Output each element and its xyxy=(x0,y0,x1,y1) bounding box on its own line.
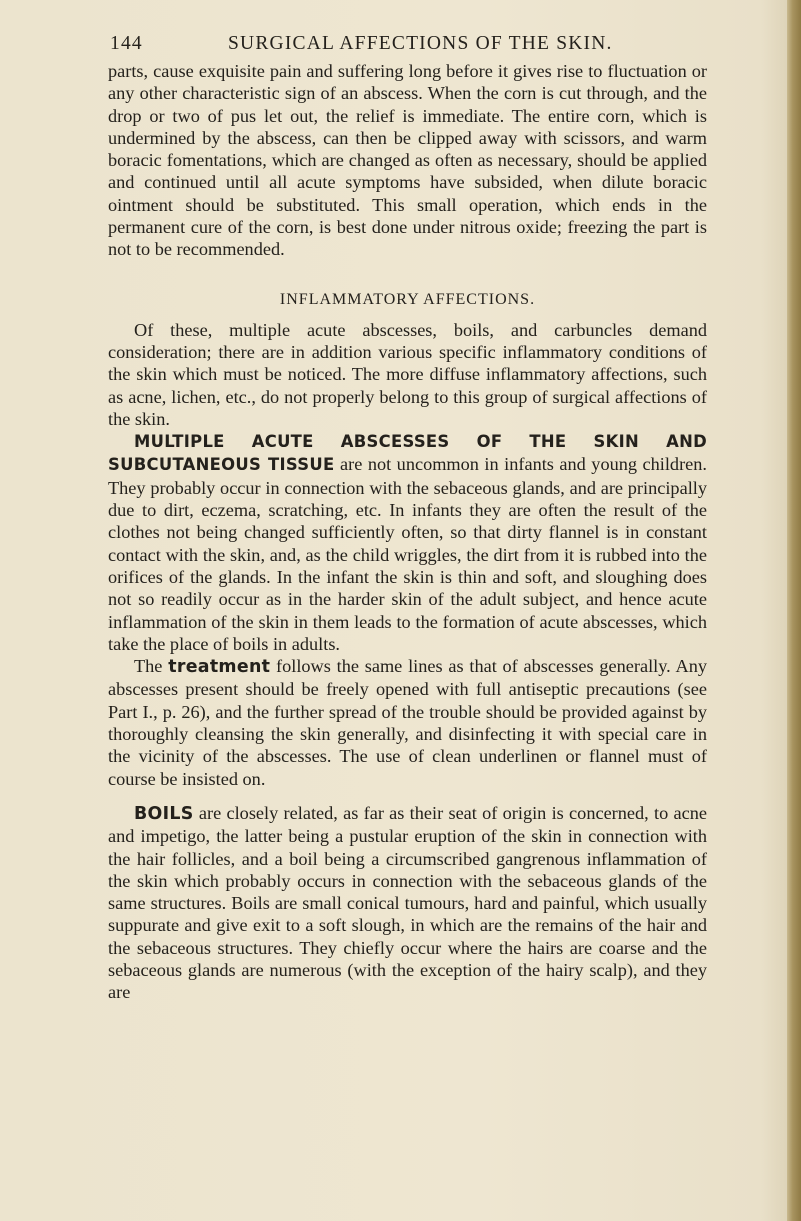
paragraph-boils-text: are closely related, as far as their seat of origin is concerned, to acne and impetigo, the latter being a pustular eruption of the skin in connection with the hair follicles, and a boil being a circumscribed gangrenous inflammation of the skin which probably occurs in connection with the sebaceous glands of the same structures. Boils are small conical tumours, hard and painful, which usually suppurate and give exit to a soft slough, in which are the remains of the hair and the sebaceous structures. They chiefly occur where the hairs are coarse and the sebaceous glands are numerous (with the exception of the hairy scalp), and they are xyxy=(108,802,707,1003)
section-heading: INFLAMMATORY AFFECTIONS. xyxy=(279,290,536,308)
term-treatment: treatment xyxy=(168,657,271,678)
paragraph-multiple-abscesses xyxy=(108,430,707,655)
term-boils: BOILS xyxy=(134,803,194,824)
paragraph-continuation: parts, cause exquisite pain and suffering long before it gives rise to fluctuation or any other characteristic sign of an abscess. When the corn is cut through, and the drop or two of pus let out, the relief is immediate. The entire corn, which is undermined by the abscess, can then be clipped away with scissors, and warm boracic fomentations, which are changed as often as necessary, should be applied and continued until all acute symptoms have subsided, when dilute boracic ointment should be substituted. This small operation, which ends in the permanent cure of the corn, is best done under nitrous oxide; freezing the part is not to be recommended. xyxy=(108,61,707,260)
paragraph-treatment xyxy=(108,655,707,790)
paragraph-multiple-abscesses-text: are not uncommon in infants and young children. They probably occur in connection with the sebaceous glands, and are principally due to dirt, eczema, scratching, etc. In infants they are often the result of the clothes not being changed sufficiently often, so that dirty flannel is in constant contact with the skin, and, as the child wriggles, the dirt from it is rubbed into the orifices of the glands. In the infant the skin is thin and soft, and sloughing does not so readily occur as in the harder skin of the adult subject, and hence acute inflammation of the skin in them leads to the formation of acute abscesses, which take the place of boils in adults. xyxy=(108,454,707,654)
paragraph-treatment-lead: The xyxy=(134,656,169,677)
paragraph-treatment-text: follows the same lines as that of abscesses generally. Any abscesses present should be freely opened with full antiseptic precautions (see Part I., p. 26), and the further spread of the trouble should be provided against by thoroughly cleansing the skin generally, and disinfecting it with special care in the vicinity of the abscesses. The use of clean underlinen or flannel must of course be insisted on. xyxy=(108,656,707,789)
body-text xyxy=(108,60,707,1004)
term-multiple-acute-abscesses: MULTIPLE ACUTE ABSCESSES OF THE SKIN AND SUBCUTANEOUS TISSUE xyxy=(108,432,707,475)
page-number: 144 xyxy=(110,33,143,54)
paragraph-boils xyxy=(108,802,707,1004)
paragraph-spacer xyxy=(108,790,707,802)
page-edge xyxy=(787,0,801,1221)
page-header xyxy=(110,33,630,63)
running-head: SURGICAL AFFECTIONS OF THE SKIN. xyxy=(228,33,613,54)
paragraph-inflammatory-intro: Of these, multiple acute abscesses, boils, and carbuncles demand consideration; there are in addition various specific inflammatory conditions of the skin which must be noticed. The more diffuse inflammatory affections, such as acne, lichen, etc., do not properly belong to this group of surgical affections of the skin. xyxy=(108,319,707,429)
